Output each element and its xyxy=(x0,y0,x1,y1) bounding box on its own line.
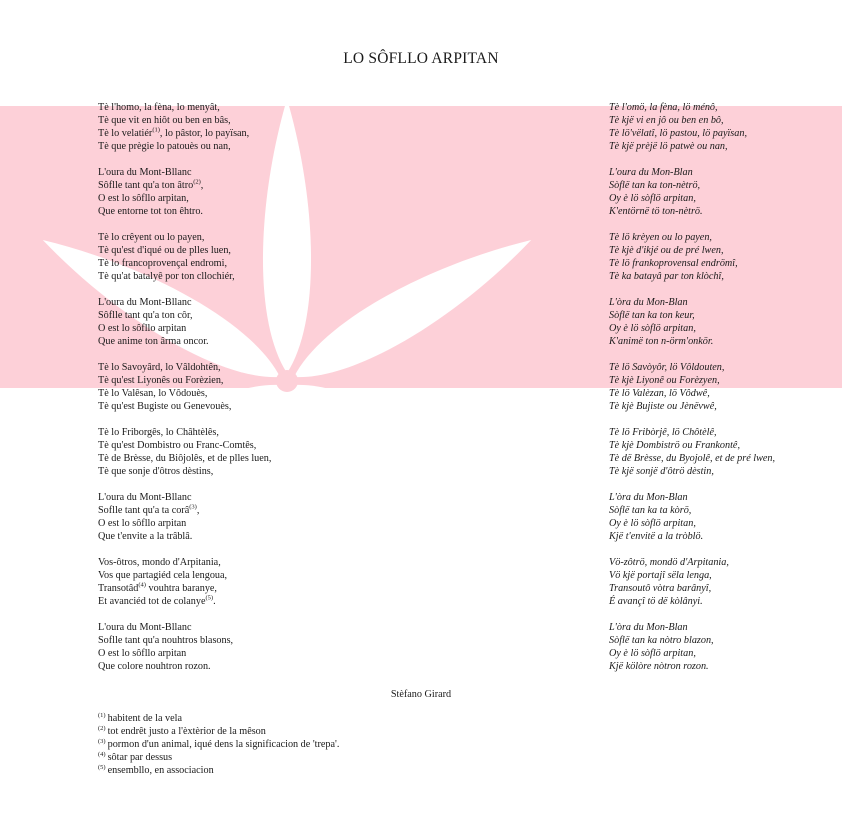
verse-line: O est lo sôfllo arpitan xyxy=(98,323,187,334)
verse-line: L'oura du Mont-Bllanc xyxy=(98,167,192,178)
verse-line: Soflle tant qu'a nouhtros blasons, xyxy=(98,635,234,646)
verse-line: Sòflë tan ka ton-nètrö, xyxy=(609,180,701,191)
verse-line: Tè kjè Liyonê ou Forèzyen, xyxy=(609,375,720,386)
verse-line: Oy è lö sòflö arpitan, xyxy=(609,193,696,204)
verse-line: Tè lö'vëlatî, lö pastou, lö payïsan, xyxy=(609,128,748,139)
verse-line: Que colore nouhtron rozon. xyxy=(98,661,211,672)
footnote-item xyxy=(98,738,339,751)
verse-line: Que anime ton ârma oncor. xyxy=(98,336,209,347)
verse-line: O est lo sôfllo arpitan, xyxy=(98,193,189,204)
verse-line: Tè kjè Bujiste ou Jènëvwê, xyxy=(609,401,717,412)
verse-line: L'oura du Mont-Bllanc xyxy=(98,622,192,633)
verse-line: Tè qu'est Dombistro ou Franc-Comtês, xyxy=(98,440,257,451)
verse-line: Tè qu'est Liyonês ou Forèzien, xyxy=(98,375,224,386)
verse-line: Oy è lö sòflö arpitan, xyxy=(609,518,696,529)
verse-line: L'òra du Mon-Blan xyxy=(609,492,688,503)
verse-line: Tè qu'est d'iqué ou de plles luen, xyxy=(98,245,231,256)
verse-line: K'entörnë tö ton-nètrö. xyxy=(609,206,703,217)
footnote-item xyxy=(98,712,339,725)
verse-line: Tè que prègie lo patouès ou nan, xyxy=(98,141,231,152)
orb-stanza xyxy=(609,556,837,608)
verse-line: Vö kjë portajî sëla lenga, xyxy=(609,570,712,581)
verse-line: Tè kjë sonjë d'ôtrö dèstin, xyxy=(609,466,714,477)
verse-line: Tè qu'est Bugiste ou Genevouès, xyxy=(98,401,232,412)
verse-line: Transotâd$^{(4)}$ vouhtra baranye, xyxy=(98,581,217,594)
verse-line: Tè lo Valêsan, lo Vôdouès, xyxy=(98,388,208,399)
verse-line: Tè lo velatiér$^{(1)}$, lo pâstor, lo payïsan, xyxy=(98,126,250,139)
verse-line: Tè lö krèyen ou lo payen, xyxy=(609,232,712,243)
verse-line: O est lo sôfllo arpitan xyxy=(98,518,187,529)
footnote-reference: (1) xyxy=(152,126,160,134)
arpitan-stanza xyxy=(98,166,418,218)
verse-line: Tè qu'at batalyê por ton cllochiér, xyxy=(98,271,235,282)
verse-line: Tè ka batayâ par ton klòchî, xyxy=(609,271,724,282)
verse-line: Tè lö frankoprovensal endrömî, xyxy=(609,258,738,269)
verse-line: Tè lo Savoyârd, lo Vâldohtên, xyxy=(98,362,221,373)
verse-line: Tè kjè Dombiströ ou Frankontê, xyxy=(609,440,741,451)
verse-line: Et avanciéd tot de colanye$^{(5)}$. xyxy=(98,594,216,607)
arpitan-stanza xyxy=(98,556,418,608)
orb-stanza xyxy=(609,426,837,478)
arpitan-stanza xyxy=(98,491,418,543)
verse-line: Tè lö Savòyôr, lö Vôldouten, xyxy=(609,362,725,373)
verse-line: Que t'envite a la trâblâ. xyxy=(98,531,193,542)
footnote-number: (3) xyxy=(98,737,106,745)
verse-line: Vos que partagiéd cela lengoua, xyxy=(98,570,228,581)
verse-line: L'òra du Mon-Blan xyxy=(609,622,688,633)
verse-line: Tè lö Valèzan, lö Vôdwê, xyxy=(609,388,710,399)
footnote-reference: (3) xyxy=(189,503,197,511)
verse-line: L'òra du Mon-Blan xyxy=(609,297,688,308)
verse-line: Vos-ôtros, mondo d'Arpitania, xyxy=(98,557,221,568)
orb-stanza xyxy=(609,166,837,218)
footnote-text: pormon d'un animal, iqué dens la significacion de 'trepa'. xyxy=(107,739,340,750)
footnote-number: (5) xyxy=(98,763,106,771)
verse-line: Tè que sonje d'ôtros dèstins, xyxy=(98,466,214,477)
verse-line: O est lo sôfllo arpitan xyxy=(98,648,187,659)
footnote-text: sôtar par dessus xyxy=(107,752,173,763)
verse-line: Tè kjë prèjë lö patwè ou nan, xyxy=(609,141,728,152)
verse-line: Oy è lö sòflö arpitan, xyxy=(609,323,696,334)
orb-stanza xyxy=(609,361,837,413)
verse-line: Tè kjë vi en jô ou ben en bô, xyxy=(609,115,724,126)
verse-line: Tè l'omö, la fèna, lö ménô, xyxy=(609,102,718,113)
verse-line: Tè l'homo, la fèna, lo menyât, xyxy=(98,102,220,113)
footnotes xyxy=(98,712,339,777)
verse-line: Sôflle tant qu'a ton côr, xyxy=(98,310,193,321)
verse-line: Que entorne tot ton êhtro. xyxy=(98,206,203,217)
verse-line: Kjë t'envitë a la tròblö. xyxy=(609,531,704,542)
orb-stanza xyxy=(609,231,837,283)
verse-line: Tè lo Friborgês, lo Châhtèlês, xyxy=(98,427,219,438)
footnote-item xyxy=(98,764,339,777)
footnote-reference: (4) xyxy=(138,581,146,589)
arpitan-stanza xyxy=(98,101,418,153)
arpitan-stanza xyxy=(98,621,418,673)
verse-line: L'oura du Mon-Blan xyxy=(609,167,693,178)
verse-line: Soflle tant qu'a ta corâ$^{(3)}$, xyxy=(98,503,200,516)
footnote-text: tot endrêt justo a l'èxtèrior de la mêson xyxy=(107,726,266,737)
poem-title: LO SÔFLLO ARPITAN xyxy=(343,50,499,67)
orb-stanza xyxy=(609,296,837,348)
poem-column-arpitan xyxy=(98,101,418,686)
verse-line: É avançî tö dë kòlânyi. xyxy=(609,596,703,607)
footnote-text: ensembllo, en associacion xyxy=(107,765,214,776)
orb-stanza xyxy=(609,101,837,153)
verse-line: Tè kjè d'ikjé ou de pré lwen, xyxy=(609,245,724,256)
verse-line: L'oura du Mont-Bllanc xyxy=(98,492,192,503)
poem-column-orb xyxy=(609,101,837,686)
footnote-reference: (5) xyxy=(205,594,214,602)
verse-line: Tè lo crêyent ou lo payen, xyxy=(98,232,205,243)
orb-stanza xyxy=(609,491,837,543)
verse-line: Transoutô vòtra barânyî, xyxy=(609,583,712,594)
footnote-number: (4) xyxy=(98,750,106,758)
arpitan-stanza xyxy=(98,231,418,283)
footnote-item xyxy=(98,751,339,764)
footnote-text: habitent de la vela xyxy=(107,713,182,724)
orb-stanza xyxy=(609,621,837,673)
poem-author: Stèfano Girard xyxy=(390,689,452,700)
footnote-number: (2) xyxy=(98,724,106,732)
verse-line: Vö-zôtrö, mondö d'Arpitania, xyxy=(609,557,729,568)
verse-line: Sòflë tan ka ton keur, xyxy=(609,310,695,321)
verse-line: K'animë ton n-örm'onkör. xyxy=(609,336,714,347)
verse-line: L'oura du Mont-Bllanc xyxy=(98,297,192,308)
arpitan-stanza xyxy=(98,426,418,478)
footnote-number: (1) xyxy=(98,711,106,719)
verse-line: Kjë kölòre nòtron rozon. xyxy=(609,661,709,672)
footnote-item xyxy=(98,725,339,738)
verse-line: Tè que vit en hiôt ou ben en bâs, xyxy=(98,115,231,126)
verse-line: Tè lo francoprovençal endromi, xyxy=(98,258,227,269)
verse-line: Oy è lö sòflö arpitan, xyxy=(609,648,696,659)
arpitan-stanza xyxy=(98,361,418,413)
verse-line: Tè dë Brèsse, du Byojolê, et de pré lwen, xyxy=(609,453,776,464)
footnote-reference: (2) xyxy=(193,178,201,186)
verse-line: Sòflë tan ka ta kòrö, xyxy=(609,505,692,516)
verse-line: Tè de Brèsse, du Biôjolês, et de plles luen, xyxy=(98,453,272,464)
verse-line: Sôflle tant qu'a ton âtro$^{(2)}$, xyxy=(98,178,204,191)
arpitan-stanza xyxy=(98,296,418,348)
verse-line: Sòflë tan ka nòtro blazon, xyxy=(609,635,714,646)
verse-line: Tè lö Fribòrjê, lö Chôtèlê, xyxy=(609,427,717,438)
